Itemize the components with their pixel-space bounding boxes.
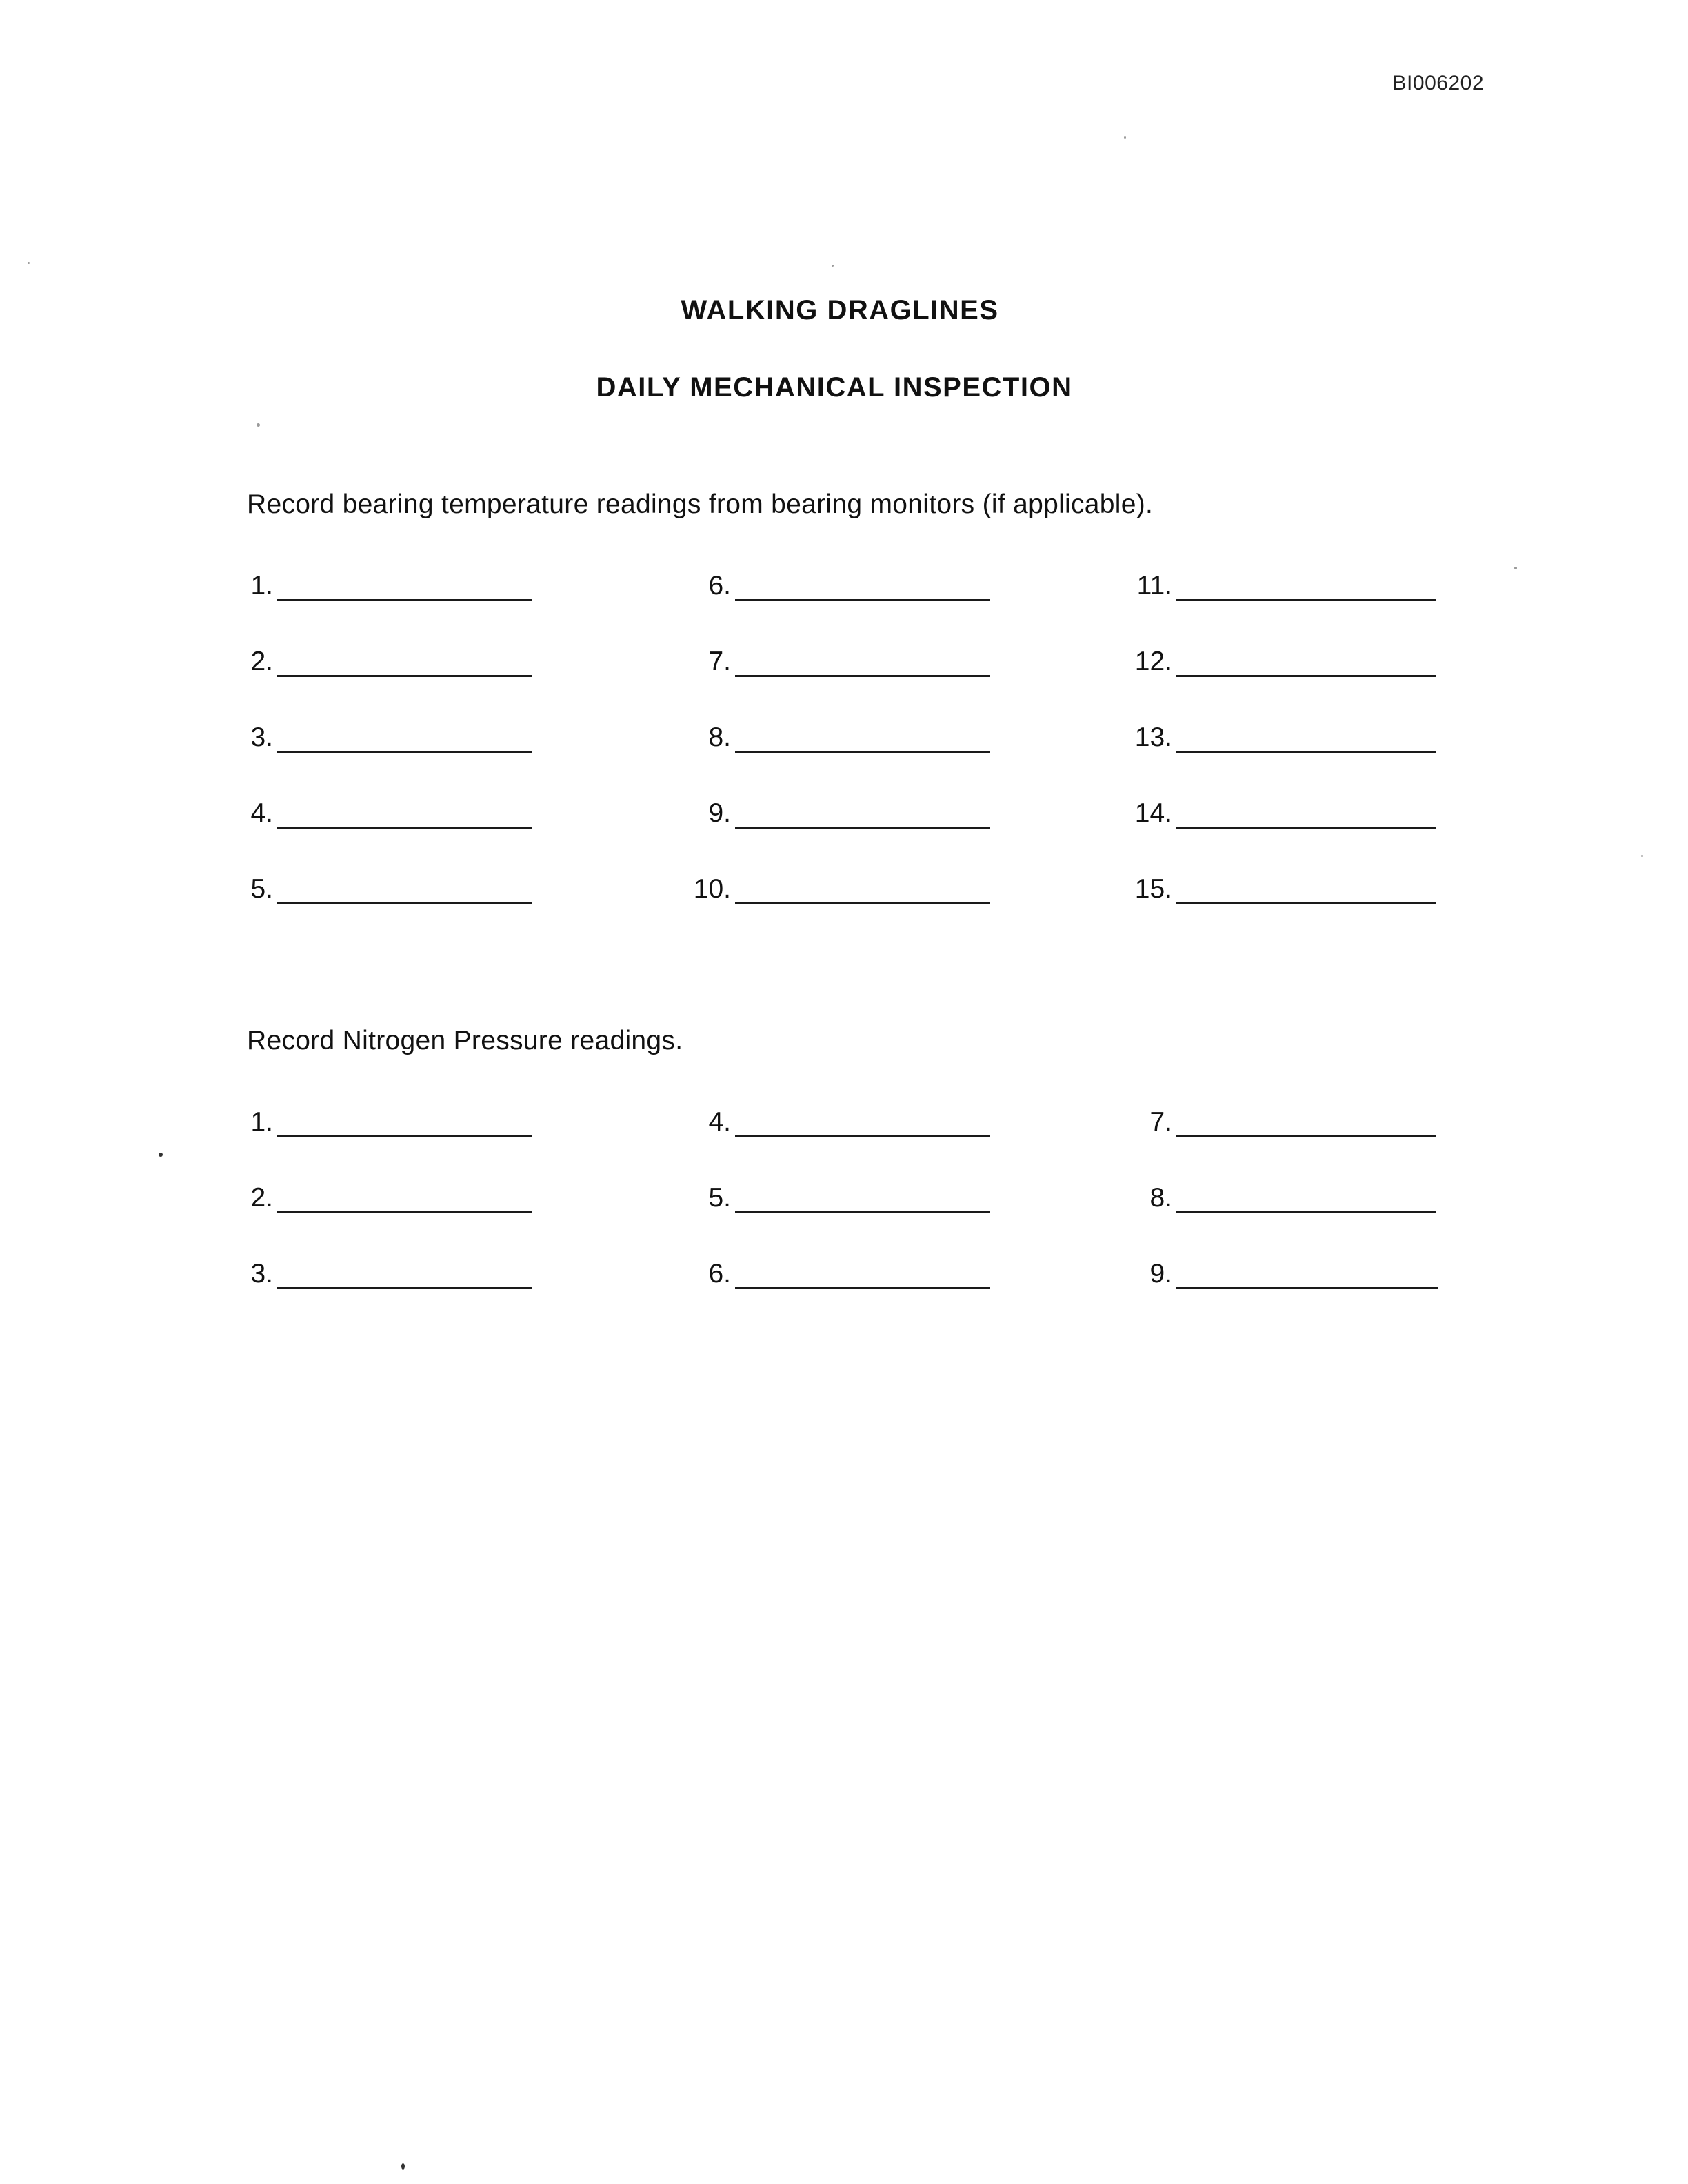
bearing-field-7[interactable] — [683, 641, 990, 677]
bearing-field-1[interactable] — [228, 565, 532, 601]
field-label: 7. — [1149, 1107, 1172, 1137]
field-input-line[interactable] — [735, 647, 990, 677]
field-input-line[interactable] — [1176, 1183, 1436, 1213]
field-input-line[interactable] — [1176, 571, 1436, 601]
bearing-field-4[interactable] — [228, 793, 532, 829]
field-label: 5. — [250, 874, 273, 904]
nitrogen-field-2[interactable] — [228, 1177, 532, 1213]
field-label: 1. — [250, 1107, 273, 1137]
nitrogen-field-4[interactable] — [683, 1102, 990, 1138]
field-input-line[interactable] — [277, 874, 532, 904]
field-input-line[interactable] — [277, 1259, 532, 1289]
field-input-line[interactable] — [735, 798, 990, 829]
bearing-field-10[interactable] — [683, 869, 990, 904]
bearing-field-12[interactable] — [1124, 641, 1436, 677]
field-label: 8. — [1149, 1183, 1172, 1213]
field-label: 4. — [708, 1107, 731, 1137]
field-input-line[interactable] — [1176, 647, 1436, 677]
bearing-field-6[interactable] — [683, 565, 990, 601]
field-input-line[interactable] — [735, 571, 990, 601]
field-label: 9. — [1149, 1259, 1172, 1288]
nitrogen-field-9[interactable] — [1124, 1253, 1438, 1289]
field-label: 12. — [1134, 647, 1172, 676]
field-input-line[interactable] — [1176, 722, 1436, 753]
field-input-line[interactable] — [1176, 1107, 1436, 1138]
field-input-line[interactable] — [277, 647, 532, 677]
field-input-line[interactable] — [735, 722, 990, 753]
field-label: 13. — [1134, 722, 1172, 752]
bearing-field-3[interactable] — [228, 717, 532, 753]
document-id: BI006202 — [1392, 72, 1484, 94]
field-input-line[interactable] — [735, 1183, 990, 1213]
bearing-field-15[interactable] — [1124, 869, 1436, 904]
nitrogen-field-7[interactable] — [1124, 1102, 1436, 1138]
scan-speck — [159, 1153, 163, 1157]
field-label: 14. — [1134, 798, 1172, 828]
field-label: 11. — [1136, 571, 1172, 600]
form-subtitle: DAILY MECHANICAL INSPECTION — [596, 372, 1073, 403]
nitrogen-field-3[interactable] — [228, 1253, 532, 1289]
field-label: 8. — [708, 722, 731, 752]
field-label: 2. — [250, 647, 273, 676]
scan-speck — [1641, 855, 1643, 857]
bearing-field-13[interactable] — [1124, 717, 1436, 753]
scan-speck — [832, 265, 834, 267]
field-label: 1. — [250, 571, 273, 600]
field-label: 7. — [708, 647, 731, 676]
field-input-line[interactable] — [277, 722, 532, 753]
scan-speck — [401, 2163, 405, 2170]
field-label: 4. — [250, 798, 273, 828]
form-title: WALKING DRAGLINES — [681, 295, 999, 325]
nitrogen-field-8[interactable] — [1124, 1177, 1436, 1213]
scan-speck — [257, 423, 260, 427]
field-input-line[interactable] — [277, 1183, 532, 1213]
nitrogen-field-1[interactable] — [228, 1102, 532, 1138]
bearing-instruction: Record bearing temperature readings from bearing monitors (if applicable). — [247, 489, 1154, 519]
field-label: 5. — [708, 1183, 731, 1213]
field-input-line[interactable] — [1176, 1259, 1438, 1289]
field-label: 10. — [693, 874, 731, 904]
field-input-line[interactable] — [735, 1107, 990, 1138]
bearing-field-2[interactable] — [228, 641, 532, 677]
field-input-line[interactable] — [277, 1107, 532, 1138]
field-label: 2. — [250, 1183, 273, 1213]
field-label: 15. — [1134, 874, 1172, 904]
bearing-field-9[interactable] — [683, 793, 990, 829]
field-label: 9. — [708, 798, 731, 828]
bearing-field-5[interactable] — [228, 869, 532, 904]
field-input-line[interactable] — [735, 1259, 990, 1289]
field-input-line[interactable] — [1176, 874, 1436, 904]
field-input-line[interactable] — [1176, 798, 1436, 829]
scan-speck — [28, 262, 30, 264]
field-input-line[interactable] — [735, 874, 990, 904]
nitrogen-instruction: Record Nitrogen Pressure readings. — [247, 1026, 683, 1055]
bearing-field-14[interactable] — [1124, 793, 1436, 829]
field-label: 3. — [250, 1259, 273, 1288]
bearing-field-8[interactable] — [683, 717, 990, 753]
bearing-field-11[interactable] — [1124, 565, 1436, 601]
nitrogen-field-6[interactable] — [683, 1253, 990, 1289]
nitrogen-field-5[interactable] — [683, 1177, 990, 1213]
field-input-line[interactable] — [277, 798, 532, 829]
field-label: 6. — [708, 571, 731, 600]
field-input-line[interactable] — [277, 571, 532, 601]
scan-speck — [1514, 567, 1517, 569]
field-label: 3. — [250, 722, 273, 752]
field-label: 6. — [708, 1259, 731, 1288]
scan-speck — [1124, 136, 1126, 139]
